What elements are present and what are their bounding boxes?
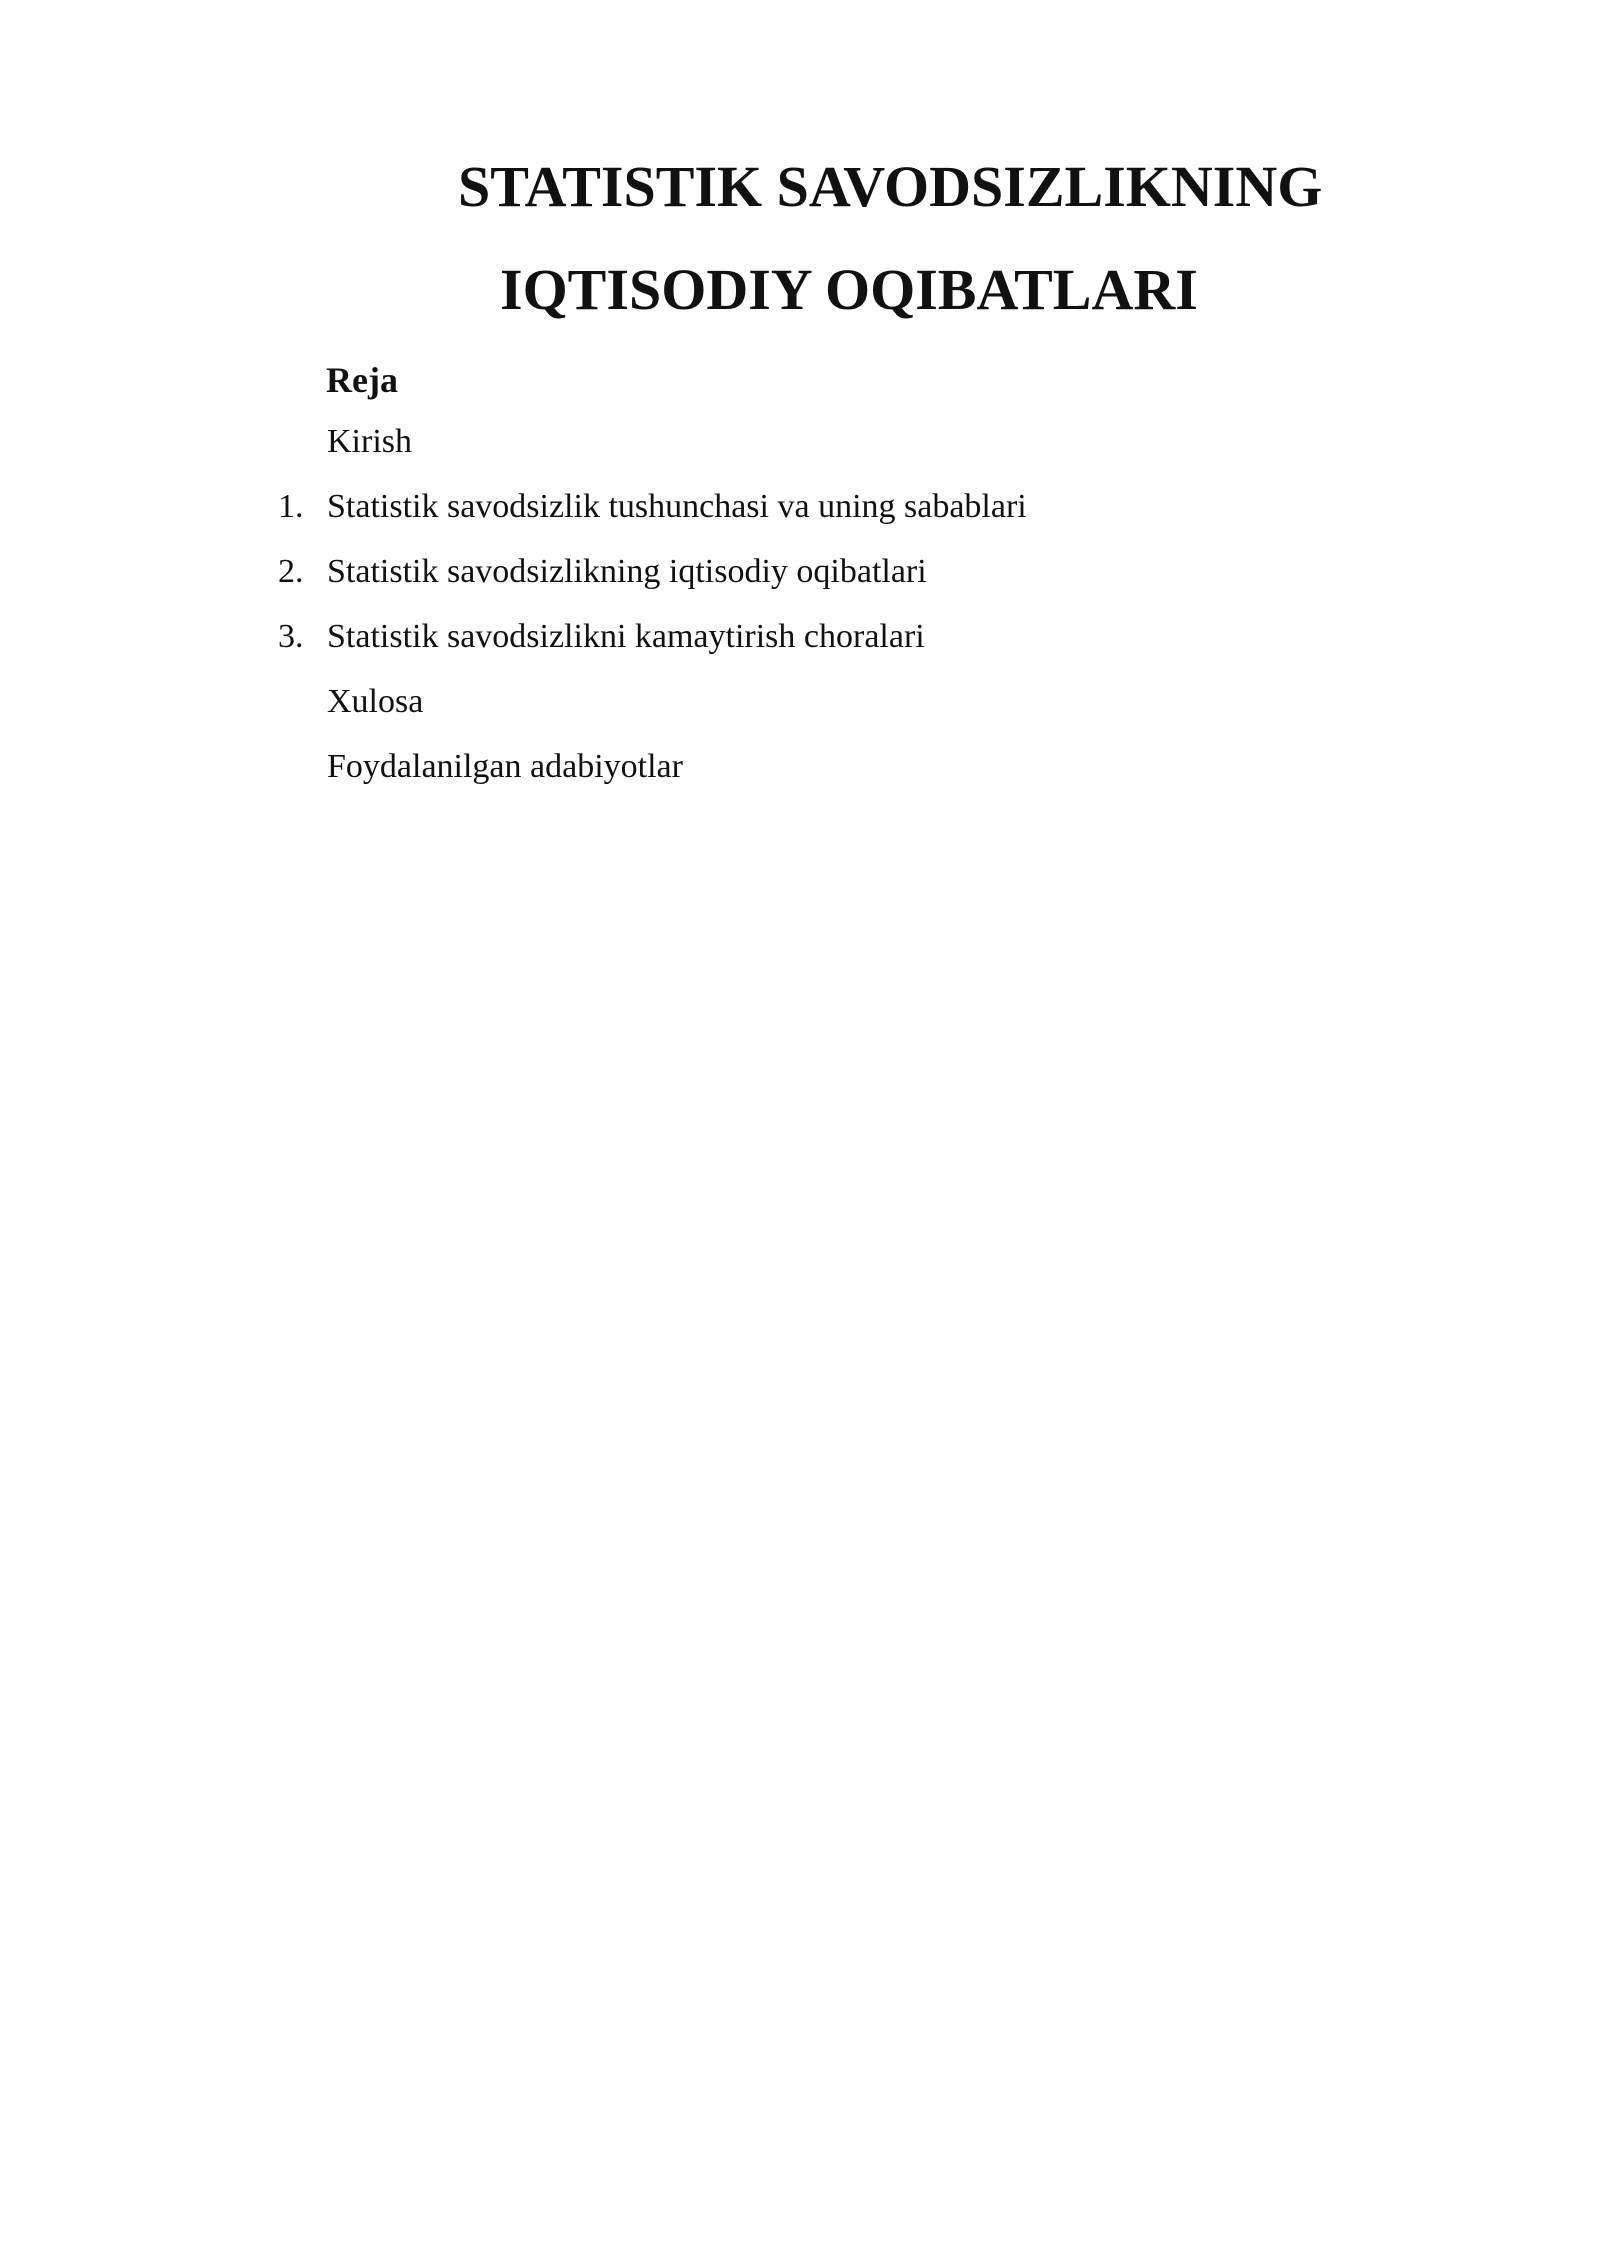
plan-list [0,420,1600,810]
plan-item-text: Statistik savodsizlik tushunchasi va uning sabablari [327,488,1027,525]
document-title-line-2: IQTISODIY OQIBATLARI [500,257,1198,322]
document-title-line-1: STATISTIK SAVODSIZLIKNING [458,154,1323,219]
plan-item-references [0,745,1600,810]
plan-item-conclusion [0,680,1600,745]
plan-item-text: Foydalanilgan adabiyotlar [327,748,683,785]
plan-item-number: 2. [278,553,304,590]
plan-item-3 [0,615,1600,680]
plan-item-text: Kirish [327,423,412,460]
plan-item-2 [0,550,1600,615]
plan-item-text: Statistik savodsizlikni kamaytirish choralari [327,618,925,655]
plan-item-text: Statistik savodsizlikning iqtisodiy oqibatlari [327,553,927,590]
plan-item-number: 3. [278,618,304,655]
plan-item-introduction [0,420,1600,485]
plan-heading: Reja [326,360,398,400]
plan-item-1 [0,485,1600,550]
plan-item-number: 1. [278,488,304,525]
plan-item-text: Xulosa [327,683,424,720]
